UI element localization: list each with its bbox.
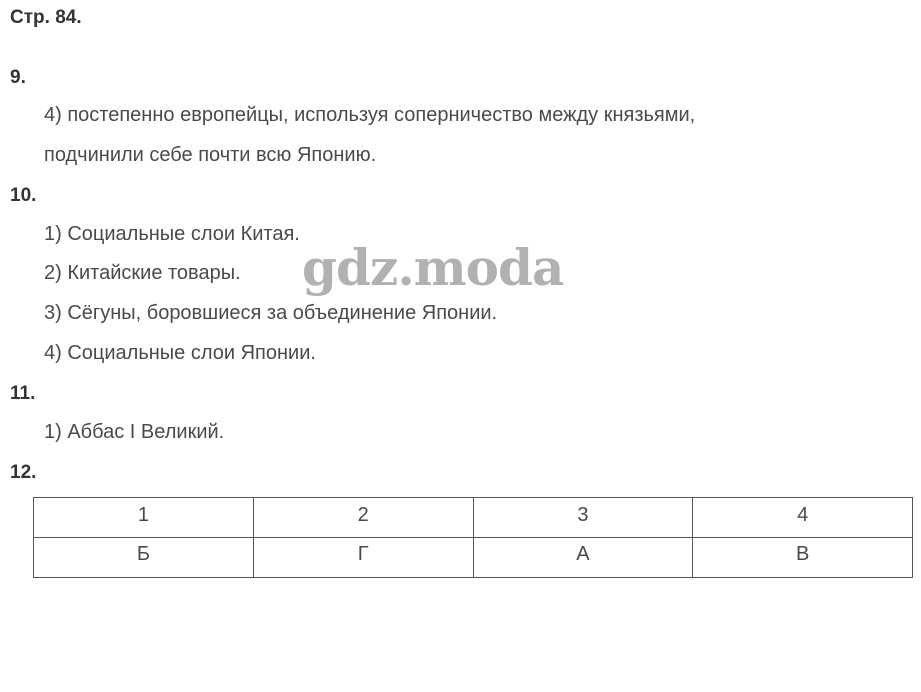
question-11-answer-1: 1) Аббас I Великий. [44, 421, 225, 443]
answer-table-value-cell: В [693, 538, 913, 578]
watermark-logo: gdz.moda [302, 238, 564, 297]
answer-table-header-cell: 1 [34, 498, 254, 538]
question-11-number: 11. [10, 383, 36, 404]
answer-table-header-cell: 2 [253, 498, 473, 538]
answer-table-header-row [34, 498, 913, 538]
answer-table-value-cell: Б [34, 538, 254, 578]
question-10-answer-1: 1) Социальные слои Китая. [44, 223, 300, 245]
question-10-answer-2: 2) Китайские товары. [44, 262, 241, 284]
question-12-number: 12. [10, 462, 37, 483]
answer-table-header-cell: 4 [693, 498, 913, 538]
question-9-answer-line-2: подчинили себе почти всю Японию. [44, 144, 377, 166]
question-10-answer-3: 3) Сёгуны, боровшиеся за объединение Японии. [44, 302, 498, 324]
answer-table [33, 497, 913, 578]
answer-table-header-cell: 3 [473, 498, 693, 538]
question-10-number: 10. [10, 185, 37, 206]
question-9-answer-line-1: 4) постепенно европейцы, используя соперничество между князьями, [44, 104, 696, 126]
answer-table-value-cell: Г [253, 538, 473, 578]
answer-table-value-cell: А [473, 538, 693, 578]
question-10-answer-4: 4) Социальные слои Японии. [44, 342, 316, 364]
answer-table-value-row [34, 538, 913, 578]
question-9-number: 9. [10, 67, 26, 88]
page-title: Стр. 84. [10, 7, 82, 28]
